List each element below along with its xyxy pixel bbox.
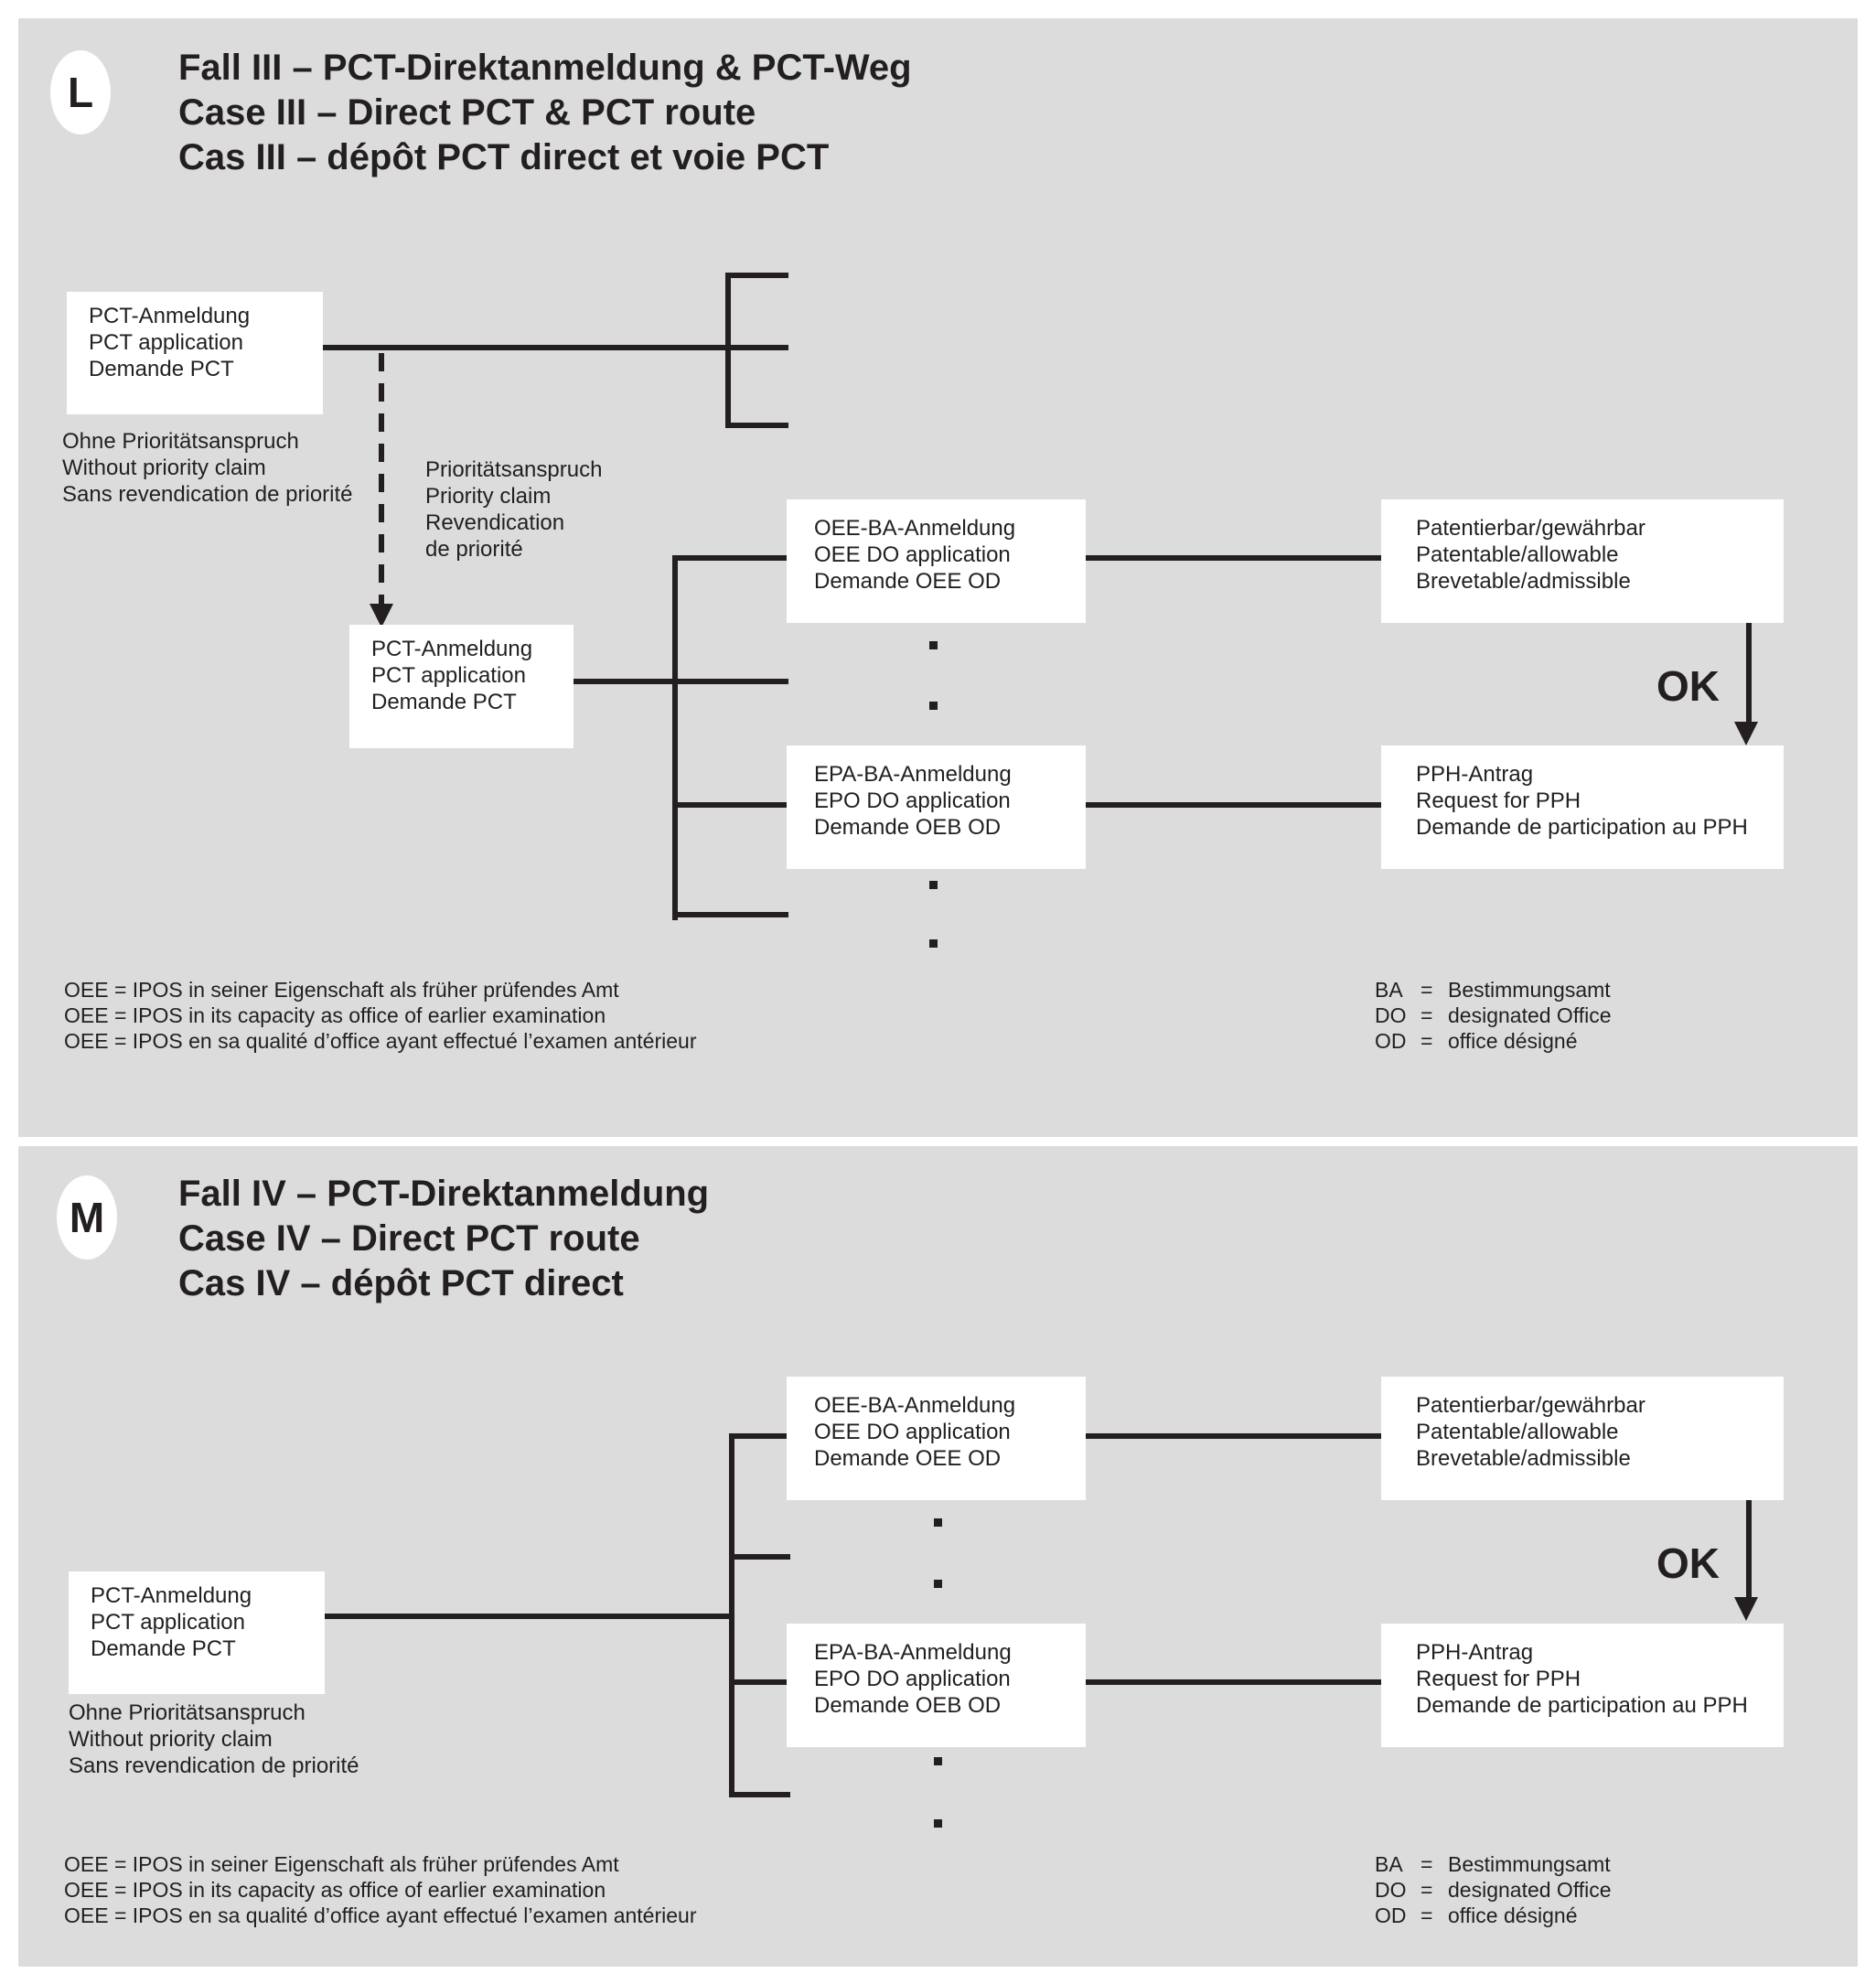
box-line: Demande PCT	[371, 690, 517, 714]
box-line: OEE DO application	[814, 542, 1011, 567]
connector-line	[1086, 1679, 1381, 1685]
footnote-oee	[64, 977, 696, 1054]
box-line: Patentable/allowable	[1416, 1420, 1619, 1444]
footnote-abbreviations	[1375, 1851, 1612, 1928]
box-line: Demande OEE OD	[814, 1446, 1002, 1471]
abbr-definition: designated Office	[1448, 1003, 1612, 1027]
box-line: PCT application	[89, 330, 243, 355]
epo-do-application-box	[787, 1624, 1086, 1747]
without-priority-label	[62, 428, 353, 508]
equals-sign: =	[1420, 1029, 1433, 1053]
ellipsis-dot	[929, 702, 938, 710]
box-line: PCT application	[91, 1610, 245, 1635]
box-line: EPO DO application	[814, 1667, 1011, 1691]
footnote-line: OEE = IPOS in seiner Eigenschaft als früher prüfendes Amt	[64, 978, 619, 1002]
ellipsis-dot	[934, 1819, 942, 1828]
bracket-line	[725, 273, 731, 428]
box-line: EPA-BA-Anmeldung	[814, 762, 1012, 787]
panel-case-3	[18, 18, 1858, 1137]
box-line: OEE-BA-Anmeldung	[814, 516, 1016, 541]
box-line: Demande OEB OD	[814, 815, 1002, 840]
panel-title	[178, 46, 912, 180]
label-line: Without priority claim	[62, 456, 266, 480]
without-priority-label	[69, 1700, 359, 1779]
pct-application-box-1	[67, 292, 323, 414]
box-line: Brevetable/admissible	[1416, 569, 1631, 594]
ok-label: OK	[1656, 662, 1720, 710]
box-line: Demande PCT	[89, 357, 234, 381]
footnote-line: OEE = IPOS en sa qualité d’office ayant effectué l’examen antérieur	[64, 1904, 697, 1927]
label-line: Sans revendication de priorité	[69, 1753, 359, 1778]
pph-request-box	[1381, 745, 1784, 869]
footnote-oee	[64, 1851, 696, 1928]
label-line: Ohne Prioritätsanspruch	[69, 1700, 306, 1725]
panel-title-line-de: Fall III – PCT-Direktanmeldung & PCT-Weg	[178, 48, 912, 88]
bracket-stub	[725, 423, 788, 428]
box-line: Request for PPH	[1416, 1667, 1581, 1691]
bracket-stub	[729, 1792, 790, 1797]
box-line: Demande OEE OD	[814, 569, 1002, 594]
panel-title-line-en: Case III – Direct PCT & PCT route	[178, 92, 756, 133]
equals-sign: =	[1420, 1003, 1433, 1027]
equals-sign: =	[1420, 1852, 1433, 1876]
label-line: Prioritätsanspruch	[425, 457, 603, 482]
panel-title-line-fr: Cas III – dépôt PCT direct et voie PCT	[178, 137, 830, 177]
label-line: Priority claim	[425, 484, 552, 509]
box-line: OEE DO application	[814, 1420, 1011, 1444]
box-line: PCT-Anmeldung	[89, 304, 251, 328]
ellipsis-dot	[934, 1757, 942, 1765]
ellipsis-dot	[929, 881, 938, 889]
label-line: de priorité	[425, 537, 523, 562]
ellipsis-dot	[929, 641, 938, 649]
label-line: Ohne Prioritätsanspruch	[62, 429, 299, 454]
ellipsis-dot	[934, 1580, 942, 1588]
box-line: Brevetable/admissible	[1416, 1446, 1631, 1471]
oee-do-application-box	[787, 1377, 1086, 1500]
bracket-line	[672, 558, 678, 920]
abbr: DO	[1375, 1878, 1407, 1902]
footnote-line: OEE = IPOS in seiner Eigenschaft als früher prüfendes Amt	[64, 1852, 619, 1876]
abbr-definition: office désigné	[1448, 1904, 1578, 1927]
abbr: BA	[1375, 978, 1403, 1002]
connector-line	[1086, 555, 1381, 561]
equals-sign: =	[1420, 1904, 1433, 1927]
label-line: Revendication	[425, 510, 565, 535]
epo-do-application-box	[787, 745, 1086, 869]
patentable-box	[1381, 1377, 1784, 1500]
label-line: Without priority claim	[69, 1727, 273, 1752]
panel-title-line-de: Fall IV – PCT-Direktanmeldung	[178, 1174, 710, 1214]
arrow-head-down	[1734, 722, 1758, 745]
box-line: EPO DO application	[814, 788, 1011, 813]
oee-do-application-box	[787, 499, 1086, 623]
footnote-line: OEE = IPOS en sa qualité d’office ayant effectué l’examen antérieur	[64, 1029, 697, 1053]
pph-request-box	[1381, 1624, 1784, 1747]
abbr: OD	[1375, 1904, 1407, 1927]
ellipsis-dot	[934, 1518, 942, 1527]
box-line: PCT-Anmeldung	[91, 1583, 252, 1608]
panel-case-4	[18, 1146, 1858, 1967]
connector-line	[323, 345, 788, 350]
footnote-line: OEE = IPOS in its capacity as office of earlier examination	[64, 1003, 606, 1027]
bracket-stub	[729, 1433, 787, 1439]
priority-claim-label	[425, 456, 602, 563]
box-line: Demande OEB OD	[814, 1693, 1002, 1718]
footnote-abbreviations	[1375, 977, 1612, 1054]
bracket-stub	[672, 555, 787, 561]
panel-title-line-en: Case IV – Direct PCT route	[178, 1218, 640, 1259]
arrow-head-down	[1734, 1597, 1758, 1621]
box-line: PPH-Antrag	[1416, 1640, 1534, 1665]
box-line: Patentierbar/gewährbar	[1416, 516, 1646, 541]
ok-arrow-shaft	[1746, 1500, 1752, 1597]
abbr: BA	[1375, 1852, 1403, 1876]
abbr-definition: office désigné	[1448, 1029, 1578, 1053]
abbr: DO	[1375, 1003, 1407, 1027]
box-line: Demande de participation au PPH	[1416, 1693, 1748, 1718]
box-line: PCT-Anmeldung	[371, 637, 533, 661]
bracket-stub	[672, 802, 787, 808]
bracket-line	[729, 1433, 734, 1797]
box-line: Demande de participation au PPH	[1416, 815, 1748, 840]
case-badge-letter: L	[67, 69, 94, 116]
ok-arrow-shaft	[1746, 623, 1752, 722]
connector-line	[1086, 802, 1381, 808]
bracket-stub	[672, 912, 788, 917]
priority-dashed-arrow	[379, 353, 384, 604]
box-line: Patentable/allowable	[1416, 542, 1619, 567]
equals-sign: =	[1420, 978, 1433, 1002]
box-line: Demande PCT	[91, 1636, 236, 1661]
label-line: Sans revendication de priorité	[62, 482, 353, 507]
ok-label: OK	[1656, 1539, 1720, 1587]
connector-line	[1086, 1433, 1381, 1439]
panel-title-line-fr: Cas IV – dépôt PCT direct	[178, 1263, 624, 1303]
patentable-box	[1381, 499, 1784, 623]
case-badge-m	[57, 1175, 117, 1260]
box-line: Request for PPH	[1416, 788, 1581, 813]
connector-line	[325, 1614, 734, 1619]
connector-line	[574, 679, 788, 684]
equals-sign: =	[1420, 1878, 1433, 1902]
box-line: PCT application	[371, 663, 526, 688]
panel-title	[178, 1172, 709, 1306]
bracket-stub	[729, 1554, 790, 1560]
box-line: EPA-BA-Anmeldung	[814, 1640, 1012, 1665]
box-line: Patentierbar/gewährbar	[1416, 1393, 1646, 1418]
footnote-line: OEE = IPOS in its capacity as office of earlier examination	[64, 1878, 606, 1902]
abbr: OD	[1375, 1029, 1407, 1053]
pct-application-box-2	[349, 625, 574, 748]
box-line: PPH-Antrag	[1416, 762, 1534, 787]
ellipsis-dot	[929, 939, 938, 948]
abbr-definition: designated Office	[1448, 1878, 1612, 1902]
bracket-stub	[725, 273, 788, 278]
box-line: OEE-BA-Anmeldung	[814, 1393, 1016, 1418]
bracket-stub	[729, 1679, 787, 1685]
pct-application-box	[69, 1571, 325, 1694]
case-badge-l	[50, 50, 111, 134]
abbr-definition: Bestimmungsamt	[1448, 978, 1611, 1002]
case-badge-letter: M	[69, 1194, 105, 1241]
abbr-definition: Bestimmungsamt	[1448, 1852, 1611, 1876]
